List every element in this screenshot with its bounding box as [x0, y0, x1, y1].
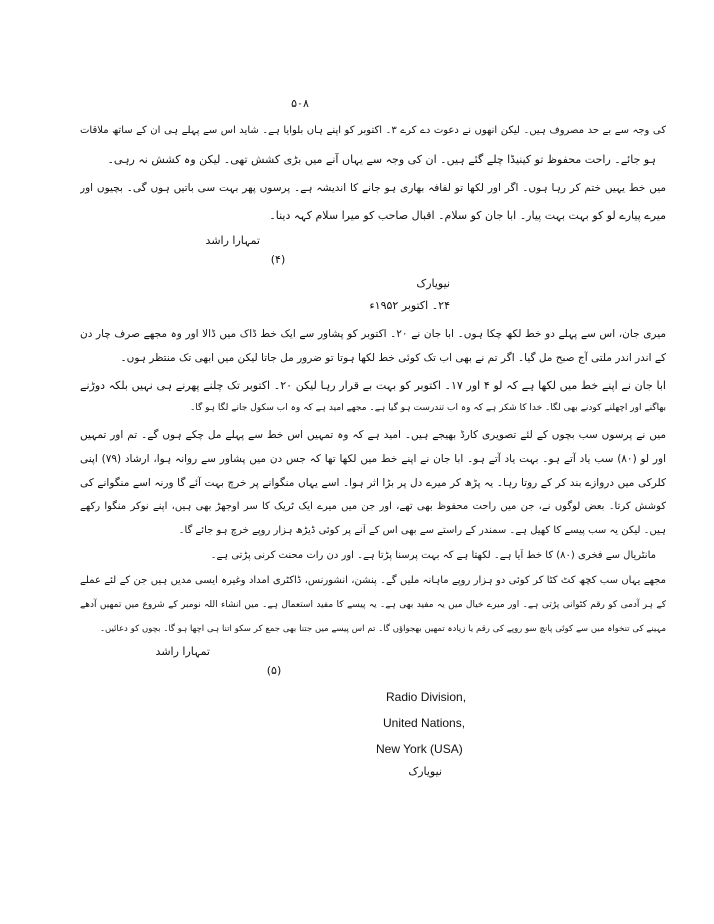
section-4-line-5: میں نے پرسوں سب بچوں کے لئے تصویری کارڈ بھیجے ہیں۔ امید ہے کہ وہ تمہیں اس خط سے پہلے مل چکے ہوں گے۔ تم اور تمہیں: [80, 429, 666, 441]
section-4-line-3: ابا جان نے اپنے خط میں لکھا ہے کہ لو ۴ اور ۱۷۔ اکتوبر کو بہت بے قرار رہا لیکن ۲۰۔ اکتوبر تک چلنے پھرنے ہی نہیں بلکہ دوڑنے: [80, 379, 666, 392]
address-line-1: Radio Division,: [386, 690, 467, 704]
letter-a-line-1: کی وجہ سے بے حد مصروف ہیں۔ لیکن انھوں نے دعوت دے کرے ۳۔ اکتوبر کو اپنے ہاں بلوایا ہے۔ شاید اس سے پہلے ہی ان کے ساتھ ملاقات: [80, 125, 666, 136]
letter-a-line-3: میں خط یہیں ختم کر رہا ہوں۔ اگر اور لکھا تو لفافہ بھاری ہو جانے کا اندیشہ ہے۔ پرسوں پھر بہت سی باتیں ہوں گی۔ بچیوں اور: [80, 182, 666, 194]
letter-a-line-2: ہو جائے۔ راحت محفوظ تو کینیڈا چلے گئے ہیں۔ ان کی وجہ سے یہاں آنے میں بڑی کشش تھی۔ لیکن وہ کشش نہ رہی۔: [107, 153, 656, 166]
section-4-line-4: بھاگنے اور اچھلنے کودنے بھی لگا۔ خدا کا شکر ہے کہ وہ اب تندرست ہو گیا ہے۔ مجھے امید ہے کہ وہ اب سکول جانے لگا ہو گا۔: [189, 403, 666, 413]
page-number: ۵۰۸: [291, 97, 309, 110]
section-4-line-11: مجھے یہاں سب کچھ کٹ کٹا کر کوئی دو ہزار روپے ماہانہ ملیں گے۔ پنشن، انشورنس، ڈاکٹری امداد وغیرہ ایسی مدیں ہیں جن کے لئے عملے: [80, 575, 666, 586]
section-4-line-2: کے اندر اندر ملتی آج صبح مل گیا۔ اگر تم نے بھی اب تک کوئی خط لکھا ہوتا تو ضرور مل جاتا لیکن میں ابھی تک منتظر ہوں۔: [120, 352, 666, 364]
section-4-line-7: کلرکی میں دروازے بند کر کے روتا رہا۔ یہ پڑھ کر میرے دل پر بڑا اثر ہوا۔ اسے یہاں منگوانے پر خرچ بہت آئے گا ورنہ اسے منگوانے کی: [80, 477, 666, 489]
letter-a-signature: تمہارا راشد: [205, 234, 260, 247]
section-4-line-8: کوشش کرتا۔ بعض لوگوں نے، جن میں راحت محفوظ بھی تھے، اور جن میں میرے ایک ٹریک کا سر اوجھڑ بھی ہیں، اپنے نوکر منگوا رکھے: [80, 501, 666, 512]
section-4-signature: تمہارا راشد: [155, 645, 210, 658]
section-4-line-10: مانٹریال سے فخری (۸۰) کا خط آیا ہے۔ لکھتا ہے کہ بہت پرسنا پڑتا ہے۔ اور دن رات محنت کرنی پڑتی ہے۔: [210, 550, 656, 561]
address-line-3: New York (USA): [376, 742, 463, 756]
section-4-date: ۲۴۔ اکتوبر ۱۹۵۲ء: [369, 299, 450, 312]
section-4-line-9: ہیں۔ لیکن یہ سب پیسے کا کھیل ہے۔ سمندر کے راستے سے بھی اس کے آنے پر کوئی ڈیڑھ ہزار روپے خرچ ہو جائے گا۔: [178, 525, 666, 536]
section-4-number: (۴): [270, 253, 286, 266]
section-5-number: (۵): [266, 664, 282, 677]
section-4-line-13: مہینے کی تنخواہ میں سے کوئی پانچ سو روپے کی رقم یا زیادہ تمھیں بھجواؤں گا۔ تم اس پیسے میں جتنا بھی جمع کر سکو اتنا ہی اچھا ہو گا۔ بچوں کو دعائیں۔: [100, 624, 666, 634]
section-4-line-12: کے ہر آدمی کو رقم کٹوانی پڑتی ہے۔ اور میرے خیال میں یہ مفید بھی ہے۔ یہ پیسے کا مفید استعمال ہے۔ میں انشاء اللہ نومبر کے شروع میں تمھیں آدھے: [80, 600, 666, 610]
section-4-line-6: اور لو (۸۰) سب یاد آتے ہو۔ بہت یاد آتے ہو۔ ابا جان نے اپنے خط میں لکھا تھا کہ جس دن میں پشاور سے روانہ ہوا، ارشاد (۷۹) اپنی: [80, 453, 666, 465]
section-4-place: نیویارک: [416, 277, 450, 290]
section-5-place: نیویارک: [408, 765, 442, 778]
address-line-2: United Nations,: [383, 716, 466, 730]
section-4-line-1: میری جان، اس سے پہلے دو خط لکھ چکا ہوں۔ ابا جان نے ۲۰۔ اکتوبر کو پشاور سے ایک خط ڈاک میں ڈالا اور وہ مجھے صرف چار دن: [80, 328, 666, 340]
letter-a-line-4: میرے پیارے لو کو بہت بہت پیار۔ ابا جان کو سلام۔ اقبال صاحب کو میرا سلام کہہ دینا۔: [269, 209, 666, 222]
